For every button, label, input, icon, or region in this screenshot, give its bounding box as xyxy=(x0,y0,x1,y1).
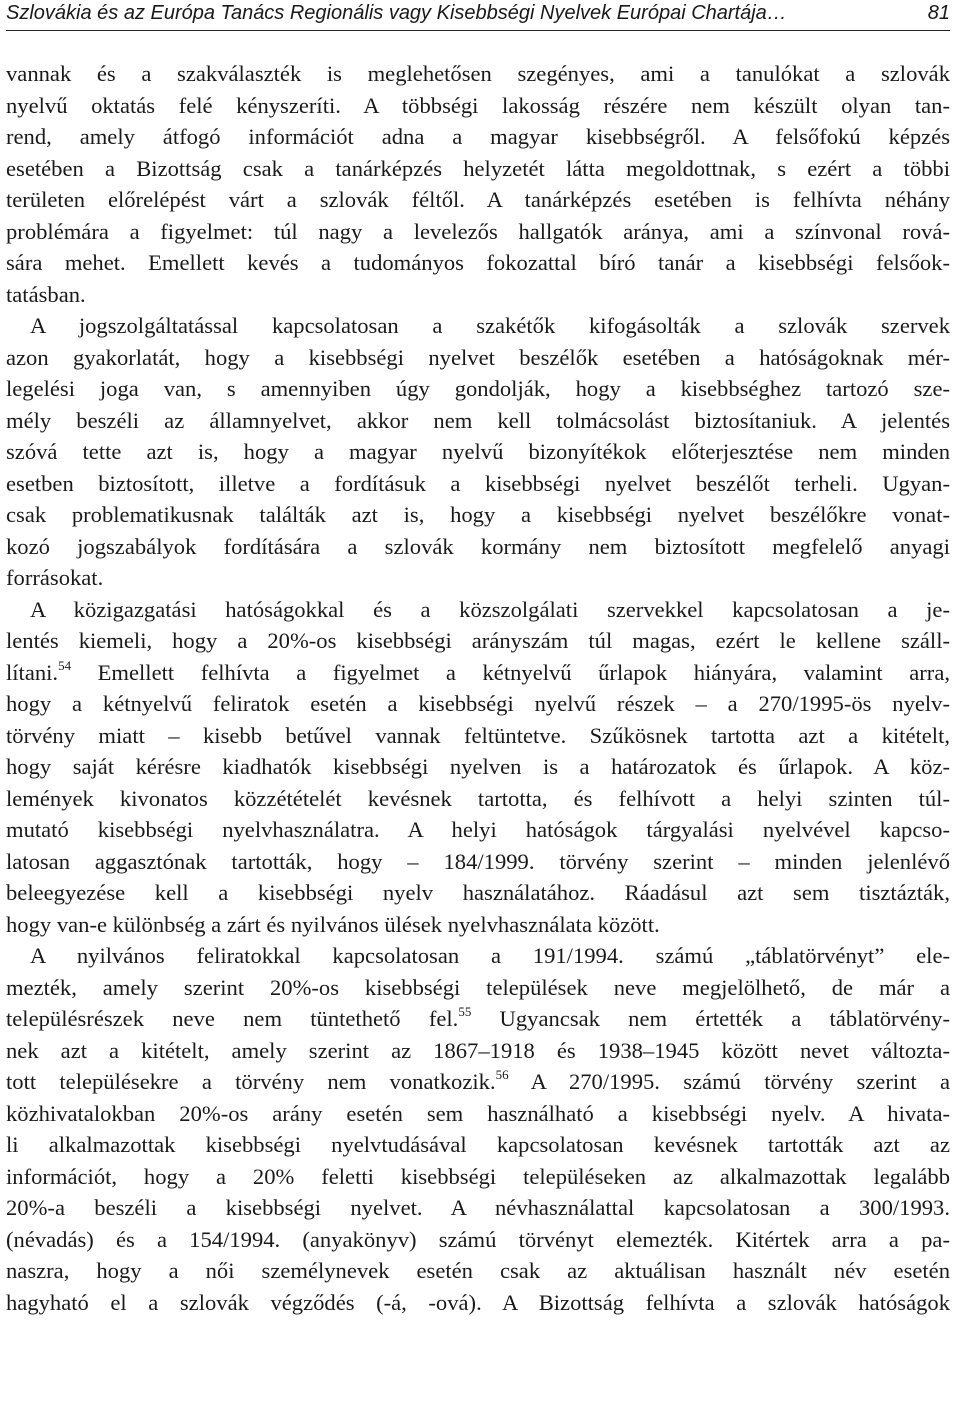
text-line: azon gyakorlatát, hogy a kisebbségi nyelvet beszélők esetében a hatóságoknak mér- xyxy=(6,344,950,370)
text-line: mezték, amely szerint 20%-os kisebbségi települések neve megjelölhető, de már a xyxy=(6,974,950,1000)
footnote-ref: 54 xyxy=(58,657,72,673)
text-line: latosan aggasztónak tartották, hogy – 184/1999. törvény szerint – minden jelenlévő xyxy=(6,848,950,874)
text-line: rend, amely átfogó információt adna a magyar kisebbségről. A felsőfokú képzés xyxy=(6,124,950,149)
text-line: lítani.$^{54}$ Emellett felhívta a figyelmet a kétnyelvű űrlapok hiányára, valamint arra, xyxy=(6,657,950,685)
text-line: településrészek neve nem tüntethető fel.$^{55}$ Ugyancsak nem értették a táblatörvény- xyxy=(6,1004,950,1031)
text-line: kozó jogszabályok fordítására a szlovák kormány nem biztosított megfelelő anyagi xyxy=(6,533,950,559)
text-line: esetben biztosított, illetve a fordításuk a kisebbségi nyelvet beszélőt terheli. Ugyan- xyxy=(6,470,950,496)
text-line: törvény miatt – kisebb betűvel vannak feltüntetve. Szűkösnek tartotta azt a kitételt, xyxy=(6,722,950,748)
text-line: tott településekre a törvény nem vonatkozik.$^{56}$ A 270/1995. számú törvény szerint a xyxy=(6,1067,950,1094)
text-line: csak problematikusnak találták azt is, hogy a kisebbségi nyelvet beszélőkre vonat- xyxy=(6,502,950,527)
text-line: A jogszolgáltatással kapcsolatosan a szakétők kifogásolták a szlovák szervek xyxy=(30,313,950,338)
text-line: beleegyezése kell a kisebbségi nyelv használatához. Ráadásul azt sem tisztázták, xyxy=(6,880,950,905)
text-line: A közigazgatási hatóságokkal és a közszolgálati szervekkel kapcsolatosan a je- xyxy=(30,596,950,622)
footnote-ref: 55 xyxy=(458,1004,472,1019)
running-header xyxy=(6,0,950,28)
text-line: sára mehet. Emellett kevés a tudományos fokozattal bíró tanár a kisebbségi felsőok- xyxy=(6,250,950,275)
running-title: Szlovákia és az Európa Tanács Regionális vagy Kisebbségi Nyelvek Európai Chartája… xyxy=(6,2,787,24)
text-line: tatásban. xyxy=(6,281,86,307)
text-line: közhivatalokban 20%-os arány esetén sem használható a kisebbségi nyelv. A hivata- xyxy=(6,1100,950,1126)
text-line: lentés kiemeli, hogy a 20%-os kisebbségi arányszám túl magas, ezért le kellene száll- xyxy=(6,628,950,653)
text-line: A nyilvános feliratokkal kapcsolatosan a 191/1994. számú „táblatörvényt” ele- xyxy=(30,943,950,968)
text-line: naszra, hogy a női személynevek esetén csak az aktuálisan használt név esetén xyxy=(6,1258,950,1283)
text-line: nek azt a kitételt, amely szerint az 1867–1918 és 1938–1945 között nevet változta- xyxy=(6,1037,950,1063)
text-line: hogy a kétnyelvű feliratok esetén a kisebbségi nyelvű részek – a 270/1995-ös nyelv- xyxy=(6,691,950,716)
text-line: problémára a figyelmet: túl nagy a levelezős hallgatók aránya, ami a színvonal rová- xyxy=(6,218,950,244)
text-line: legelési joga van, s amennyiben úgy gondolják, hogy a kisebbséghez tartozó sze- xyxy=(6,376,950,401)
text-line: nyelvű oktatás felé kényszeríti. A többségi lakosság részére nem készült olyan tan- xyxy=(6,92,950,118)
text-line: vannak és a szakválaszték is meglehetősen szegényes, ami a tanulókat a szlovák xyxy=(6,61,950,86)
text-line: 20%-a beszéli a kisebbségi nyelvet. A névhasználattal kapcsolatosan a 300/1993. xyxy=(6,1195,950,1220)
text-line: területen előrelépést várt a szlovák féltől. A tanárképzés esetében is felhívta néhány xyxy=(6,187,950,212)
text-line: (névadás) és a 154/1994. (anyakönyv) számú törvényt elemezték. Kitértek arra a pa- xyxy=(6,1226,950,1252)
text-line: esetében a Bizottság csak a tanárképzés helyzetét látta megoldottnak, s ezért a többi xyxy=(6,155,950,181)
text-line: forrásokat. xyxy=(6,565,104,590)
body-text xyxy=(6,58,950,1318)
header-rule xyxy=(6,30,950,31)
footnote-ref: 56 xyxy=(495,1067,509,1082)
text-line: mély beszéli az államnyelvet, akkor nem kell tolmácsolást biztosítaniuk. A jelentés xyxy=(6,407,950,433)
text-line: lemények kivonatos közzétételét kevésnek tartotta, és felhívott a helyi szinten túl- xyxy=(6,785,950,811)
text-line: hogy saját kérésre kiadhatók kisebbségi nyelven is a határozatok és űrlapok. A köz- xyxy=(6,754,950,779)
text-line: mutató kisebbségi nyelvhasználatra. A helyi hatóságok tárgyalási nyelvével kapcso- xyxy=(6,817,950,842)
text-line: hogy van-e különbség a zárt és nyilvános ülések nyelvhasználata között. xyxy=(6,911,660,937)
text-line: hagyható el a szlovák végződés (-á, -ová). A Bizottság felhívta a szlovák hatóságok xyxy=(6,1289,950,1315)
text-line: li alkalmazottak kisebbségi nyelvtudásával kapcsolatosan kevésnek tartották azt az xyxy=(6,1132,950,1157)
text-line: információt, hogy a 20% feletti kisebbségi településeken az alkalmazottak legalább xyxy=(6,1163,950,1189)
text-line: szóvá tette azt is, hogy a magyar nyelvű bizonyítékok előterjesztése nem minden xyxy=(6,439,950,464)
page-number: 81 xyxy=(927,2,950,24)
